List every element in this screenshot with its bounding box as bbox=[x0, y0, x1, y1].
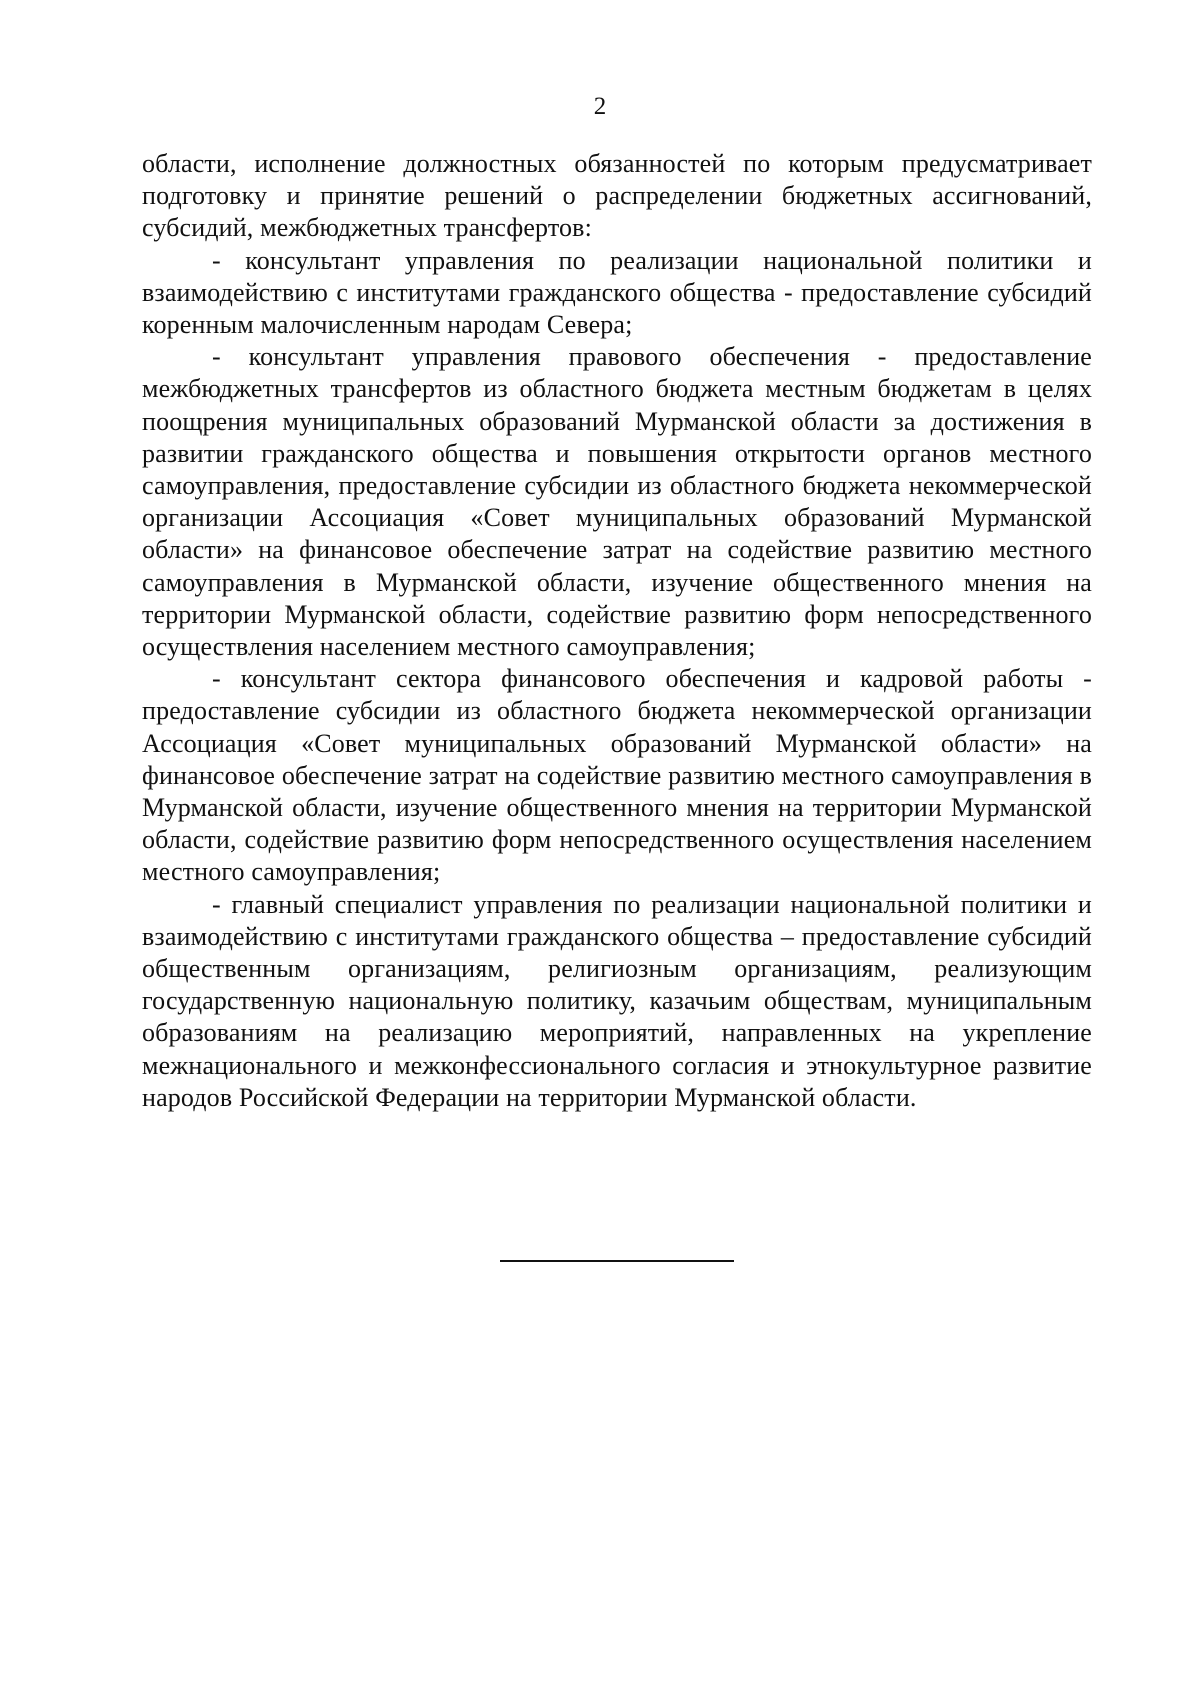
page-number: 2 bbox=[593, 93, 607, 120]
end-of-document-rule bbox=[500, 1260, 734, 1262]
intro-paragraph: области, исполнение должностных обязанностей по которым предусматривает подготовку и принятие решений о распределении бюджетных ассигнований, субсидий, межбюджетных трансфертов: bbox=[142, 149, 1092, 243]
list-item-consultant-finance-sector: - консультант сектора финансового обеспечения и кадровой работы - предоставление субсидии из областного бюджета некоммерческой организации Ассоциация «Совет муниципальных образований Мурманской области» на финансовое обеспечение затрат на содействие развитию местного самоуправления в Мурманской области, изучение общественного мнения на территории Мурманской области, содействие развитию форм непосредственного осуществления населением местного самоуправления; bbox=[142, 664, 1092, 887]
list-item-chief-specialist: - главный специалист управления по реализации национальной политики и взаимодействию с институтами гражданского общества – предоставление субсидий общественным организациям, религиозным организациям, реализующим государственную национальную политику, казачьим обществам, муниципальным образованиям на реализацию мероприятий, направленных на укрепление межнационального и межконфессионального согласия и этнокультурное развитие народов Российской Федерации на территории Мурманской области. bbox=[142, 889, 1092, 1112]
list-item-consultant-national-policy: - консультант управления по реализации национальной политики и взаимодействию с институтами гражданского общества - предоставление субсидий коренным малочисленным народам Севера; bbox=[142, 245, 1092, 340]
document-body bbox=[142, 148, 1092, 1114]
list-item-consultant-legal-support: - консультант управления правового обеспечения - предоставление межбюджетных трансфертов из областного бюджета местным бюджетам в целях поощрения муниципальных образований Мурманской области за достижения в развитии гражданского общества и повышения открытости органов местного самоуправления, предоставление субсидии из областного бюджета некоммерческой организации Ассоциация «Совет муниципальных образований Мурманской области» на финансовое обеспечение затрат на содействие развитию местного самоуправления в Мурманской области, изучение общественного мнения на территории Мурманской области, содействие развитию форм непосредственного осуществления населением местного самоуправления; bbox=[142, 342, 1092, 662]
